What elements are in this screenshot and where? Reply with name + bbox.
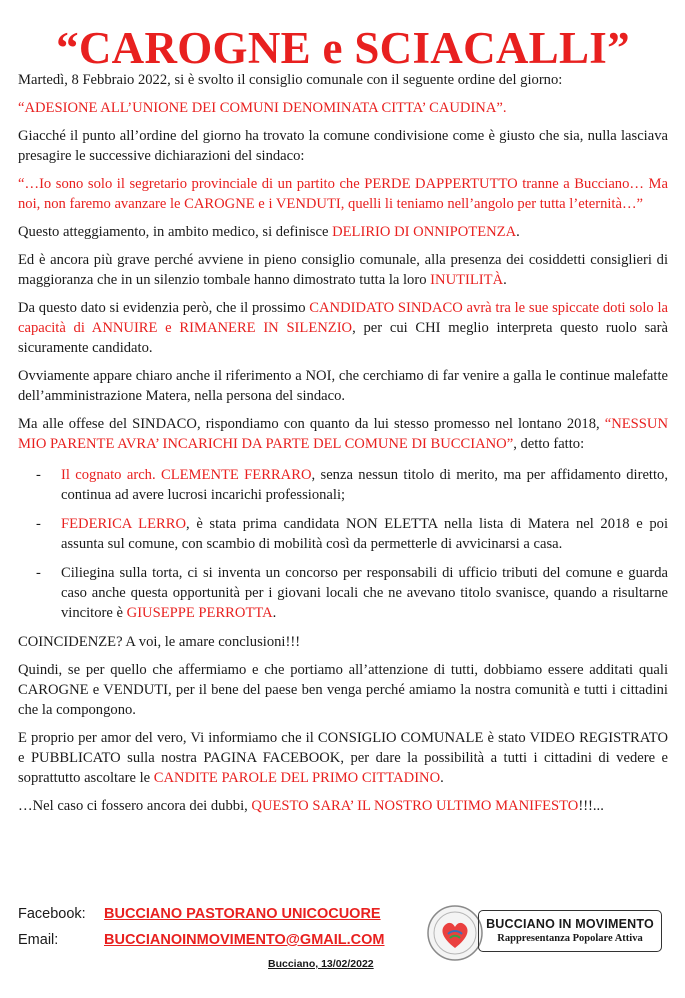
org-tagline: Rappresentanza Popolare Attiva [497, 933, 643, 944]
text: Ed è ancora più grave perché avviene in pieno consiglio comunale, alla presenza dei cosiddetti consiglieri di maggioranza che in un silenzio tombale hanno dimostrato tutta la loro [18, 252, 668, 288]
footer [0, 898, 685, 998]
text: “ADESIONE ALL’UNIONE DEI COMUNI DENOMINATA CITTA’ CAUDINA”. [18, 100, 507, 116]
text: , per cui CHI meglio interpreta questo ruolo sarà sicuramente candidato. [18, 320, 668, 356]
date-line: Bucciano, 13/02/2022 [268, 958, 374, 970]
paragraph-promise [18, 414, 668, 454]
paragraph-final [18, 796, 668, 816]
list-item [18, 514, 668, 554]
text: Questo atteggiamento, in ambito medico, si definisce [18, 224, 333, 240]
text: Martedì, 8 Febbraio 2022, si è svolto il consiglio comunale con il seguente ordine del giorno: [18, 72, 563, 88]
text: , senza nessun titolo di merito, ma per affidamento diretto, continua ad avere lucrosi incarichi professionali; [61, 467, 668, 503]
text: !!!... [578, 798, 604, 814]
text: Ciliegina sulla torta, ci si inventa un concorso per responsabili di ufficio tributi del comune e guarda caso anche questa opportunità per i giovani locali che ne avevano titolo svanisce, quando a risultarne vincitore è [61, 565, 668, 621]
paragraph-video [18, 728, 668, 788]
text: . [503, 272, 507, 288]
highlight: CANDIDATO SINDACO avrà tra le sue spiccate doti solo la capacità di ANNUIRE e RIMANERE IN SILENZIO [18, 300, 668, 336]
org-name: BUCCIANO IN MOVIMENTO [486, 917, 654, 931]
text: “…Io sono solo il segretario provinciale di un partito che PERDE DAPPERTUTTO tranne a Bucciano… Ma noi, non faremo avanzare le CAROGNE e i VENDUTI, quelli li teniamo nell’angolo per tutta l’eternità…” [18, 176, 668, 212]
text: , detto fatto: [513, 436, 585, 452]
highlight: GIUSEPPE PERROTTA [126, 605, 273, 621]
text: COINCIDENZE? A voi, le amare conclusioni!!! [18, 634, 301, 650]
text: Quindi, se per quello che affermiamo e che portiamo all’attenzione di tutti, dobbiamo essere additati quali CAROGNE e VENDUTI, per il bene del paese ben venga perché amiamo la nostra comunità e tutti i cittadini che la compongono. [18, 662, 668, 718]
text: Ovviamente appare chiaro anche il riferimento a NOI, che cerchiamo di far venire a galla le continue malefatte dell’amministrazione Matera, nella persona del sindaco. [18, 368, 668, 404]
paragraph-candidate [18, 298, 668, 358]
text: Giacché il punto all’ordine del giorno ha trovato la comune condivisione come è giusto che sia, nulla lasciava presagire le successive dichiarazioni del sindaco: [18, 128, 668, 164]
text: , è stata prima candidata NON ELETTA nella lista di Matera nel 2018 e poi assunta sul comune, con scambio di mobilità così da permetterle di avvicinarsi a casa. [61, 516, 669, 552]
highlight: FEDERICA LERRO [61, 516, 187, 532]
highlight: “NESSUN MIO PARENTE AVRA’ INCARICHI DA PARTE DEL COMUNE DI BUCCIANO” [18, 416, 668, 452]
paragraph-agenda [18, 98, 668, 118]
paragraph-reference [18, 366, 668, 406]
highlight: QUESTO SARA’ IL NOSTRO ULTIMO MANIFESTO [251, 798, 579, 814]
page-title: “CAROGNE e SCIACALLI” [56, 23, 630, 73]
text: Da questo dato si evidenzia però, che il prossimo [18, 300, 310, 316]
highlight: DELIRIO DI ONNIPOTENZA [332, 224, 517, 240]
highlight: CANDITE PAROLE DEL PRIMO CITTADINO [153, 770, 441, 786]
highlight: Il cognato arch. CLEMENTE FERRARO [61, 467, 312, 483]
list-item [18, 465, 668, 505]
paragraph-coincidences [18, 632, 668, 652]
email-link[interactable]: BUCCIANOINMOVIMENTO@GMAIL.COM [104, 932, 385, 948]
text: . [516, 224, 520, 240]
list-item [18, 563, 668, 623]
bullet-dash: - [36, 467, 41, 483]
bullet-dash: - [36, 565, 41, 581]
text: E proprio per amor del vero, Vi informiamo che il CONSIGLIO COMUNALE è stato VIDEO REGISTRATO e PUBBLICATO sulla nostra PAGINA FACEBOOK, per dare la possibilità a tutti i cittadini di vedere e soprattutto ascoltare le [18, 730, 668, 786]
text: Ma alle offese del SINDACO, rispondiamo con quanto da lui stesso promesso nel lontano 2018, [18, 416, 605, 432]
highlight: INUTILITÀ [430, 272, 504, 288]
manifesto-body [18, 70, 668, 816]
facebook-label: Facebook: [18, 906, 86, 922]
heart-circle-logo-icon [426, 904, 484, 962]
paragraph-context [18, 126, 668, 166]
paragraph-community [18, 660, 668, 720]
text: . [272, 605, 277, 621]
paragraph-gravity [18, 250, 668, 290]
text: . [440, 770, 444, 786]
text: …Nel caso ci fossero ancora dei dubbi, [18, 798, 252, 814]
org-badge [478, 910, 662, 952]
bullet-dash: - [36, 516, 41, 532]
facebook-link[interactable]: BUCCIANO PASTORANO UNICOCUORE [104, 906, 381, 922]
paragraph-attitude [18, 222, 668, 242]
paragraph-quote [18, 174, 668, 214]
email-label: Email: [18, 932, 59, 948]
paragraph-intro [18, 70, 668, 90]
facts-list [18, 465, 668, 623]
